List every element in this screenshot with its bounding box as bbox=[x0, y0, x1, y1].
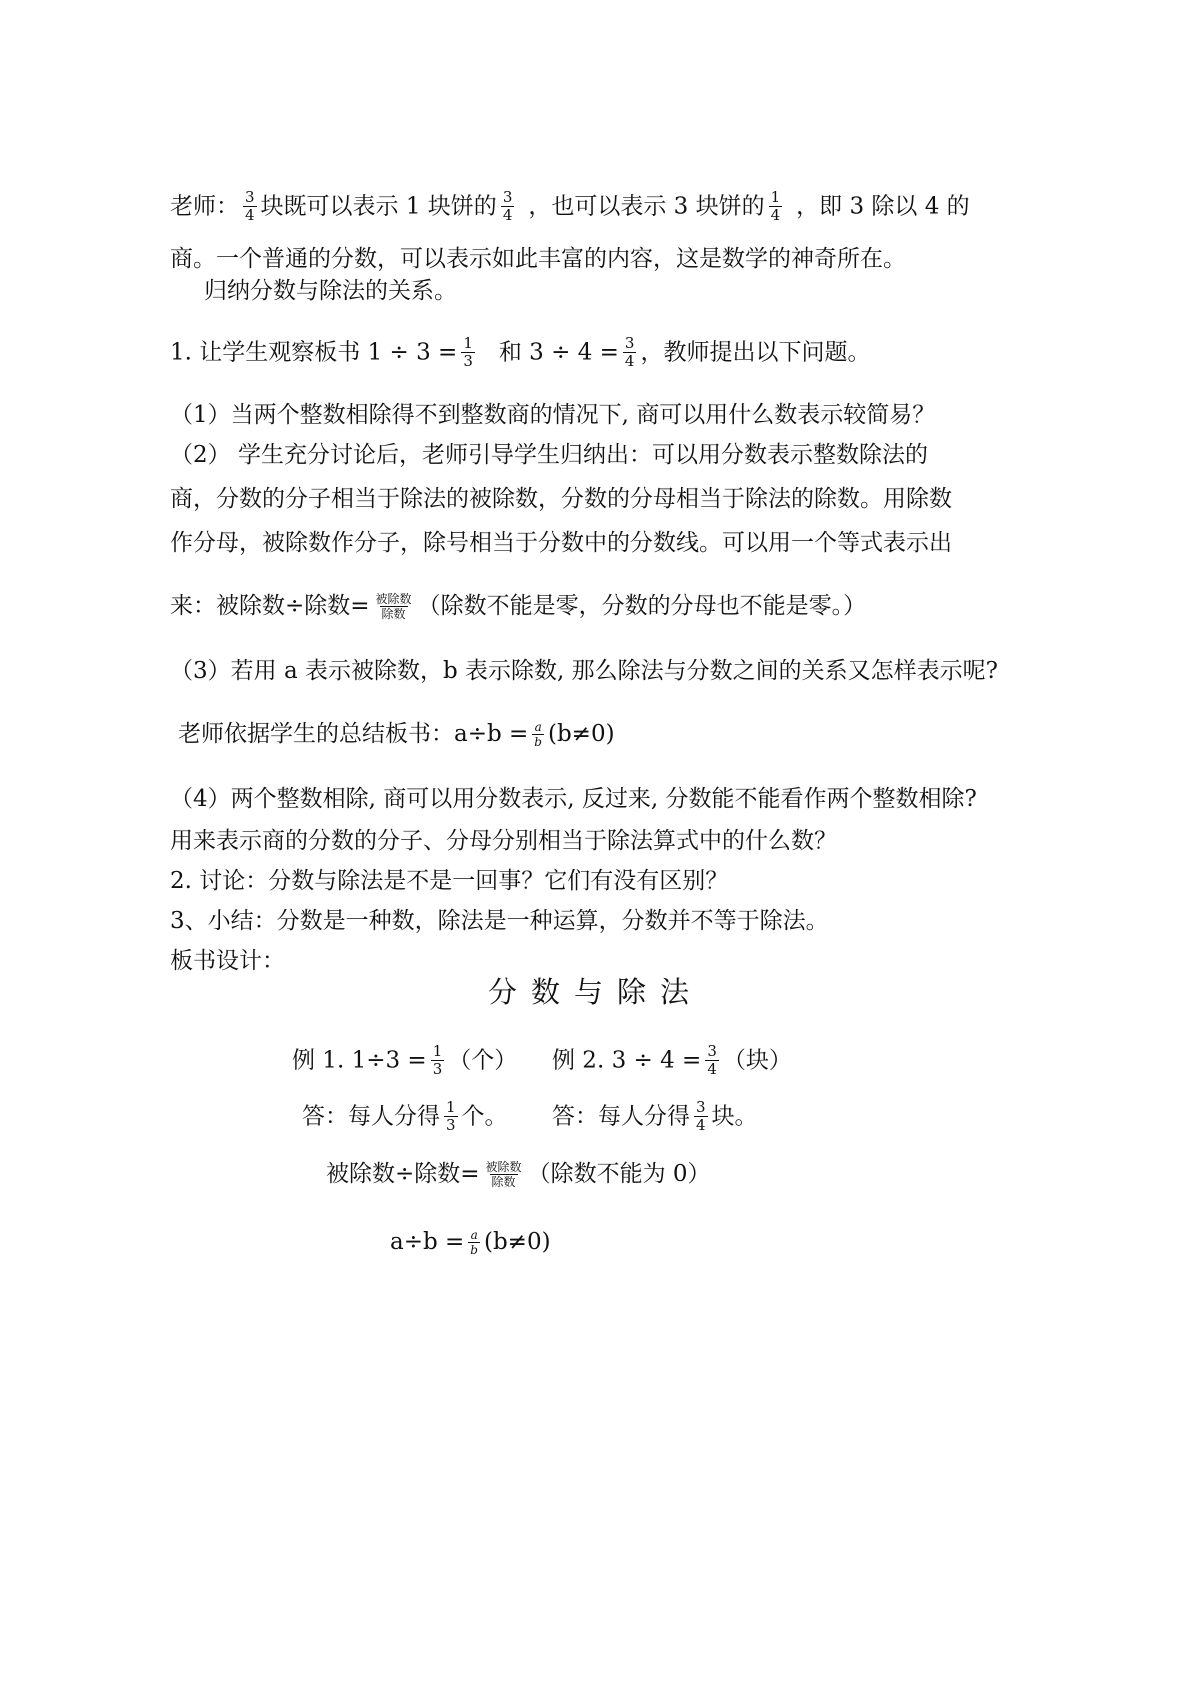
board-rule: 被除数÷除数= $\frac{\text{被除数}}{\text{除数}}$ （除数不能为 0） bbox=[326, 1159, 711, 1189]
fraction: $\frac{3}{4}$ bbox=[245, 188, 255, 224]
paragraph-teacher-line-2: 商。一个普通的分数，可以表示如此丰富的内容，这是数学的神奇所在。 bbox=[170, 246, 906, 272]
question-2-line-3: 作分母，被除数作分子，除号相当于分数中的分数线。可以用一个等式表示出 bbox=[170, 530, 952, 556]
board-answer-2: 答：每人分得 $\frac{3}{4}$ 块。 bbox=[552, 1098, 758, 1134]
paragraph-teacher-line-1 bbox=[170, 190, 970, 223]
board-formula: a÷b = $\frac{a}{b}$ (b≠0) bbox=[390, 1227, 551, 1257]
question-2-line-2: 商，分数的分子相当于除法的被除数，分数的分母相当于除法的除数。用除数 bbox=[170, 486, 952, 512]
question-1: （1）当两个整数相除得不到整数商的情况下, 商可以用什么数表示较简易？ bbox=[170, 402, 936, 428]
question-2-line-4: 来：被除数÷除数= $\frac{\text{被除数}}{\text{除数}}$ （除数不能是零，分数的分母也不能是零。） bbox=[170, 591, 867, 621]
step-2-discuss: 2. 讨论：分数与除法是不是一回事？它们有没有区别？ bbox=[170, 868, 729, 894]
question-3-board: 老师依据学生的总结板书：a÷b = $\frac{a}{b}$ (b≠0) bbox=[178, 719, 615, 749]
text: 老师： bbox=[170, 193, 239, 220]
fraction: $\frac{1}{3}$ bbox=[446, 1098, 456, 1134]
step-3-summary: 3、小结：分数是一种数，除法是一种运算，分数并不等于除法。 bbox=[170, 908, 829, 934]
fraction: $\frac{a}{b}$ bbox=[470, 1227, 478, 1257]
question-2-line-1: （2） 学生充分讨论后，老师引导学生归纳出：可以用分数表示整数除法的 bbox=[170, 442, 928, 468]
fraction: $\frac{1}{3}$ bbox=[463, 334, 473, 370]
text: 块既可以表示 1 块饼的 bbox=[260, 193, 497, 220]
question-3: （3）若用 a 表示被除数，b 表示除数, 那么除法与分数之间的关系又怎样表示呢? bbox=[170, 658, 998, 684]
fraction: $\frac{1}{4}$ bbox=[770, 188, 781, 224]
fraction: $\frac{3}{4}$ bbox=[624, 334, 635, 370]
board-title: 分数与除法 bbox=[487, 975, 703, 1009]
board-example-2: 例 2. 3 ÷ 4 = $\frac{3}{4}$ （块） bbox=[552, 1042, 792, 1078]
question-4-line-1: （4）两个整数相除, 商可以用分数表示, 反过来, 分数能不能看作两个整数相除? bbox=[170, 786, 977, 812]
step-1-observe: 1. 让学生观察板书 1 ÷ 3 = $\frac{1}{3}$ 和 3 ÷ 4 = $\frac{3}{4}$ ，教师提出以下问题。 bbox=[170, 334, 871, 370]
text: ，也可以表示 3 块饼的 bbox=[528, 193, 765, 220]
question-4-line-2: 用来表示商的分数的分子、分母分别相当于除法算式中的什么数？ bbox=[170, 828, 837, 854]
section-heading: 归纳分数与除法的关系。 bbox=[204, 278, 457, 304]
board-answer-1: 答：每人分得 $\frac{1}{3}$ 个。 bbox=[302, 1098, 508, 1134]
board-design-label: 板书设计： bbox=[170, 948, 285, 974]
fraction: $\frac{3}{4}$ bbox=[707, 1042, 717, 1078]
fraction: $\frac{a}{b}$ bbox=[534, 719, 542, 749]
fraction: $\frac{1}{3}$ bbox=[432, 1042, 443, 1078]
fraction: $\frac{\text{被除数}}{\text{除数}}$ bbox=[375, 591, 412, 621]
fraction: $\frac{\text{被除数}}{\text{除数}}$ bbox=[485, 1159, 522, 1189]
fraction: $\frac{3}{4}$ bbox=[502, 188, 513, 224]
text: ，即 3 除以 4 的 bbox=[796, 193, 970, 220]
board-example-1: 例 1. 1÷3 = $\frac{1}{3}$ （个） bbox=[292, 1042, 518, 1078]
fraction: $\frac{3}{4}$ bbox=[696, 1098, 706, 1134]
